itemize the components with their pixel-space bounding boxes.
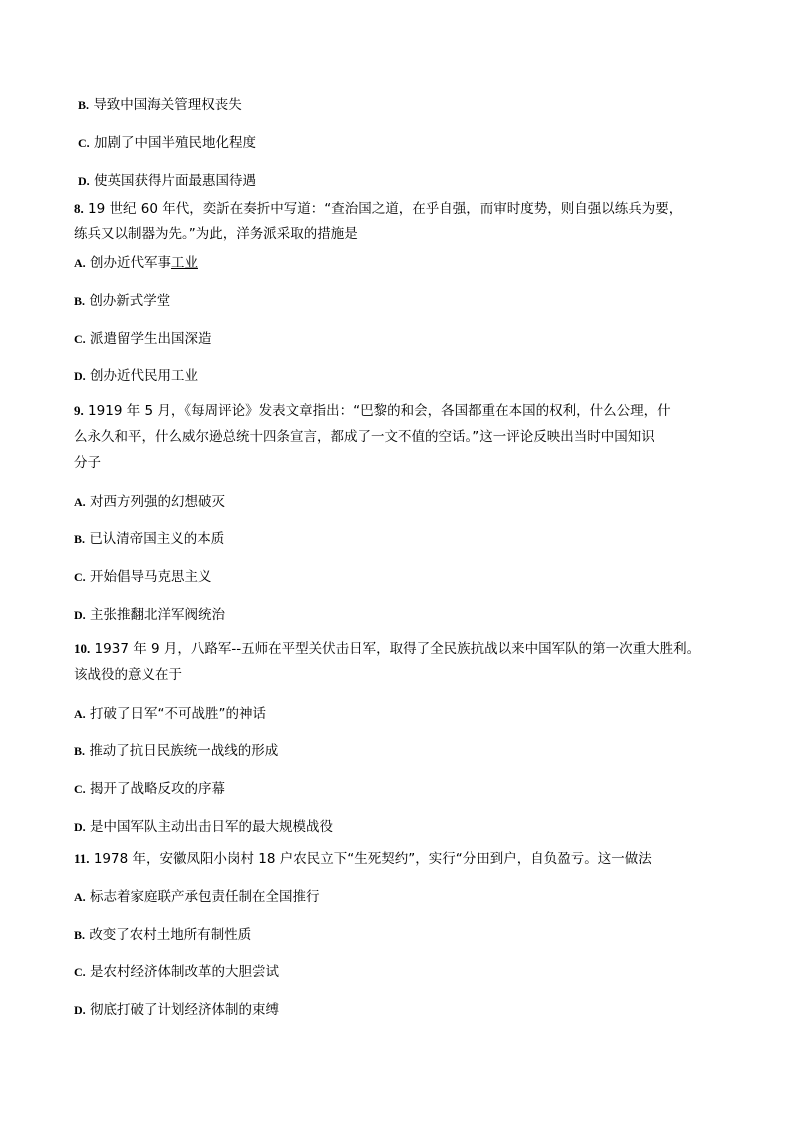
q7-option-b: [78, 95, 242, 115]
option-label: D.: [74, 820, 86, 834]
q10-option-b: [74, 741, 278, 761]
q11-option-d: [74, 1000, 279, 1020]
option-text: 派遣留学生出国深造: [89, 331, 212, 347]
option-label: C.: [74, 570, 86, 584]
option-text: 改变了农村土地所有制性质: [89, 927, 252, 943]
q8-option-b: [74, 291, 170, 311]
option-label: A.: [74, 890, 86, 904]
q11-stem-line-1: [74, 849, 652, 869]
option-text: 开始倡导马克思主义: [89, 569, 212, 585]
q9-option-c: [74, 567, 211, 587]
q11-option-b: [74, 925, 251, 945]
option-text: 推动了抗日民族统一战线的形成: [89, 743, 279, 759]
option-label: B.: [74, 532, 86, 546]
q10-stem-line-2: [74, 665, 182, 685]
q8-option-c: [74, 329, 211, 349]
q9-stem-line-1: [74, 401, 671, 421]
q8-option-a: [74, 253, 198, 273]
question-stem: 1937 年 9 月，八路军--五师在平型关伏击日军，取得了全民族抗战以来中国军队的第一次重大胜利。: [94, 641, 701, 657]
question-stem: 分子: [74, 455, 101, 471]
q9-option-d: [74, 605, 225, 625]
q9-stem-line-2: [74, 427, 655, 447]
question-stem: 么永久和平，什么威尔逊总统十四条宣言，都成了一文不值的空话。”这一评论反映出当时中国知识: [74, 429, 655, 445]
option-text: 彻底打破了计划经济体制的束缚: [89, 1002, 279, 1018]
q9-option-a: [74, 492, 225, 512]
option-text: 创办近代民用工业: [89, 368, 198, 384]
question-number: 11.: [74, 851, 90, 866]
option-label: C.: [74, 965, 86, 979]
option-label: B.: [74, 744, 86, 758]
q11-option-a: [74, 887, 319, 907]
option-text: 揭开了战略反攻的序幕: [89, 781, 225, 797]
option-label: B.: [74, 928, 86, 942]
question-stem: 1919 年 5 月，《每周评论》发表文章指出：“巴黎的和会，各国都重在本国的权利，什么公理，什: [88, 403, 671, 419]
option-text: 导致中国海关管理权丧失: [93, 97, 242, 113]
option-text: 使英国获得片面最惠国待遇: [93, 173, 256, 189]
q8-stem-line-1: [74, 199, 682, 219]
option-label: A.: [74, 707, 86, 721]
q10-option-d: [74, 817, 333, 837]
option-label: A.: [74, 256, 86, 270]
option-label: D.: [78, 174, 90, 188]
q7-option-d: [78, 171, 256, 191]
q10-stem-line-1: [74, 639, 700, 659]
option-text: 加剧了中国半殖民地化程度: [93, 135, 256, 151]
option-label: D.: [74, 608, 86, 622]
option-text: 是中国军队主动出击日军的最大规模战役: [89, 819, 333, 835]
option-text: 创办近代军事: [89, 255, 171, 271]
option-text: 创办新式学堂: [89, 293, 171, 309]
option-label: D.: [74, 369, 86, 383]
option-label: C.: [74, 332, 86, 346]
q10-option-a: [74, 704, 266, 724]
q9-stem-line-3: [74, 453, 101, 473]
q7-option-c: [78, 133, 256, 153]
option-text: 标志着家庭联产承包责任制在全国推行: [89, 889, 320, 905]
option-text: 已认清帝国主义的本质: [89, 531, 225, 547]
option-text-underlined: 工业: [170, 255, 198, 271]
option-label: C.: [74, 782, 86, 796]
question-stem: 1978 年，安徽凤阳小岗村 18 户农民立下“生死契约”，实行“分田到户，自负盈亏。这一做法: [93, 851, 652, 867]
option-text: 是农村经济体制改革的大胆尝试: [89, 964, 279, 980]
q8-option-d: [74, 366, 198, 386]
question-stem: 练兵又以制器为先。”为此，洋务派采取的措施是: [74, 226, 358, 242]
option-label: A.: [74, 495, 86, 509]
q8-stem-line-2: [74, 224, 358, 244]
question-number: 9.: [74, 403, 84, 418]
option-label: D.: [74, 1003, 86, 1017]
option-text: 对西方列强的幻想破灭: [89, 494, 225, 510]
question-number: 10.: [74, 641, 91, 656]
question-number: 8.: [74, 201, 84, 216]
q11-option-c: [74, 962, 279, 982]
option-text: 打破了日军“不可战胜”的神话: [89, 706, 266, 722]
option-label: C.: [78, 136, 90, 150]
option-label: B.: [78, 98, 90, 112]
option-label: B.: [74, 294, 86, 308]
q10-option-c: [74, 779, 225, 799]
question-stem: 19 世纪 60 年代，奕訢在奏折中写道：“查治国之道，在乎自强，而审时度势，则自强以练兵为要，: [88, 201, 683, 217]
question-stem: 该战役的意义在于: [74, 667, 182, 683]
option-text: 主张推翻北洋军阀统治: [89, 607, 225, 623]
q9-option-b: [74, 529, 224, 549]
